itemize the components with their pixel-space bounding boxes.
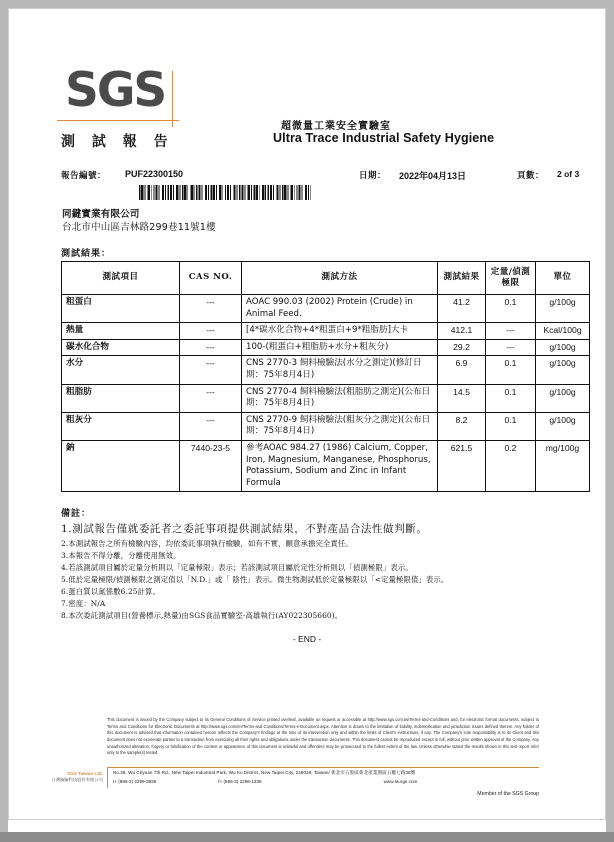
client-name: 同鍵實業有限公司 (62, 209, 140, 220)
cell-method: 參考AOAC 984.27 (1986) Calcium, Copper, Iron, Magnesium, Manganese, Phosphorus, Potassium, Sodium and Zinc in Infant Formula (242, 440, 438, 491)
cell-unit: mg/100g (536, 440, 590, 491)
table-row (62, 295, 590, 323)
results-table-body (62, 295, 590, 492)
end-marker: - END - (292, 634, 322, 644)
report-number-value: PUF22300150 (125, 169, 184, 179)
report-sheet (8, 8, 606, 820)
cell-method: 100-(粗蛋白+粗脂肪+水分+粗灰分) (242, 339, 438, 356)
notes-section (61, 506, 581, 622)
note-item: 4.若該測試項目屬於定量分析則以「定量極限」表示；若該測試項目屬於定性分析則以「偵測極限」表示。 (61, 562, 413, 572)
page-title: 測 試 報 告 (61, 134, 174, 150)
cell-item: 粗灰分 (62, 412, 180, 440)
table-row (62, 384, 590, 412)
notes-title: 備註： (61, 509, 92, 519)
table-row (62, 440, 590, 491)
sgs-logo: SGS (65, 63, 166, 118)
cell-limit: 0.1 (486, 295, 536, 323)
results-table (61, 261, 590, 492)
logo-vertical-rule (172, 71, 173, 127)
cell-result: 412.1 (438, 323, 486, 340)
footer-company-block (29, 771, 103, 783)
cell-method: CNS 2770-3 飼料檢驗法(水分之測定)(修訂日期：75年8月4日) (242, 356, 438, 384)
table-row (62, 356, 590, 384)
cell-limit: --- (486, 323, 536, 340)
report-date-label: 日期： (359, 171, 387, 181)
footer-vertical-divider (107, 768, 108, 788)
cell-unit: g/100g (536, 384, 590, 412)
cell-result: 621.5 (438, 440, 486, 491)
cell-method: [4*碳水化合物+4*粗蛋白+9*粗脂肪]大卡 (242, 323, 438, 340)
page-margin-left (0, 0, 8, 832)
footer-address: No.38, Wu Chyuan 7th Rd., New Taipei Industrial Park, Wu Ku District, New Taipei City, 248028, Taiwan/ 新北市五股區新北產業園區五權七路38號 (113, 770, 416, 775)
table-row (62, 339, 590, 356)
cell-method: AOAC 990.03 (2002) Protein (Crude) in Animal Feed. (242, 295, 438, 323)
col-header-method: 測試方法 (242, 262, 438, 295)
footer-website[interactable]: www.tw.sgs.com (383, 779, 418, 784)
cell-item: 水分 (62, 356, 180, 384)
cell-cas: --- (180, 295, 242, 323)
cell-cas: 7440-23-5 (180, 440, 242, 491)
footer-fax: f+ (886-2) 2298-1338 (218, 779, 262, 784)
cell-result: 8.2 (438, 412, 486, 440)
cell-unit: g/100g (536, 412, 590, 440)
report-number-label: 報告編號： (61, 171, 107, 181)
note-item: 2.本測試報告之所有檢驗內容，均依委託事項執行檢驗，如有不實，願意承擔完全責任。 (61, 538, 353, 548)
note-item: 5.低於定量極限/偵測極限之測定值以「N.D.」或「 陰性」表示。微生物測試低於定量極限以「<定量極限值」表示。 (61, 574, 449, 584)
cell-limit: 0.1 (486, 384, 536, 412)
col-header-cas: CAS NO. (180, 262, 242, 295)
col-header-result: 測試結果 (438, 262, 486, 295)
table-row (62, 412, 590, 440)
page-margin-bottom (0, 832, 614, 842)
cell-item: 粗脂肪 (62, 384, 180, 412)
cell-limit: 0.1 (486, 356, 536, 384)
lab-name-en: Ultra Trace Industrial Safety Hygiene (273, 131, 495, 145)
cell-item: 碳水化合物 (62, 339, 180, 356)
cell-method: CNS 2770-4 飼料檢驗法(粗脂肪之測定)(公布日期：75年8月4日) (242, 384, 438, 412)
footer-divider (107, 767, 539, 768)
note-item: 3.本報告不得分離，分離使用無效。 (61, 550, 181, 560)
cell-cas: --- (180, 412, 242, 440)
table-header-row (62, 262, 590, 295)
cell-cas: --- (180, 339, 242, 356)
table-row (62, 323, 590, 340)
cell-method: CNS 2770-9 飼料檢驗法(粗灰分之測定)(公布日期：75年8月4日) (242, 412, 438, 440)
cell-item: 熱量 (62, 323, 180, 340)
report-barcode (139, 185, 311, 200)
note-item: 1.測試報告僅就委託者之委託事項提供測試結果，不對產品合法性做判斷。 (61, 523, 428, 535)
footer-tel: t+ (886-2) 2299-3939 (113, 779, 157, 784)
note-item: 8.本次委託測試項目(營養標示,熱量)由SGS食品實驗室-高雄執行(AY022305660)。 (61, 610, 343, 620)
logo-horizontal-rule (57, 120, 179, 121)
cell-limit: 0.1 (486, 412, 536, 440)
lab-name-cn: 超微量工業安全實驗室 (281, 121, 391, 132)
legal-disclaimer: This document is issued by the Company subject to its General Conditions of Service printed overleaf, available on request or accessible at http://www.sgs.com.tw/Terms-and-Conditions and, for electronic format documents, subject to Terms and Conditions for Electronic Documents at http://www.sgs.com/en/Terms-and-Conditions/Terms-e-Document.aspx. Attention is drawn to the limitation of liability, indemnification and jurisdiction issues defined therein. Any holder of this document is advised that information contained hereon reflects the Company's findings at the time of its intervention only and within the limits of Client's instructions, if any. The Company's sole responsibility is to its Client and this document does not exonerate parties to a transaction from exercising all their rights and obligations under the transaction documents. This document cannot be reproduced except in full, without prior written approval of the Company. Any unauthorized alteration, forgery or falsification of the content or appearance of this document is unlawful and offenders may be prosecuted to the fullest extent of the law. Unless otherwise stated the results shown in this test report refer only to the sample(s) tested. (107, 717, 539, 756)
cell-result: 29.2 (438, 339, 486, 356)
cell-item: 鈉 (62, 440, 180, 491)
cell-cas: --- (180, 384, 242, 412)
report-header (9, 9, 605, 159)
page-margin-right (606, 0, 614, 832)
cell-limit: --- (486, 339, 536, 356)
cell-result: 41.2 (438, 295, 486, 323)
cell-result: 14.5 (438, 384, 486, 412)
col-header-unit: 單位 (536, 262, 590, 295)
cell-item: 粗蛋白 (62, 295, 180, 323)
cell-limit: 0.2 (486, 440, 536, 491)
report-date-value: 2022年04月13日 (399, 171, 467, 181)
footer-company-en: SGS Taiwan Ltd. (67, 771, 103, 776)
col-header-item: 測試項目 (62, 262, 180, 295)
results-section-label: 測試結果： (61, 249, 112, 259)
page-count-label: 頁數： (517, 171, 545, 181)
client-address: 台北市中山區吉林路299巷11號1樓 (62, 222, 216, 233)
cell-unit: g/100g (536, 356, 590, 384)
page-margin-top (0, 0, 614, 8)
footer-member-text: Member of the SGS Group (477, 791, 539, 797)
cell-unit: Kcal/100g (536, 323, 590, 340)
footer-contact (113, 779, 417, 784)
page-count-value: 2 of 3 (557, 169, 580, 179)
note-item: 6.蛋白質以氮係數6.25計算。 (61, 586, 161, 596)
cell-unit: g/100g (536, 295, 590, 323)
cell-cas: --- (180, 323, 242, 340)
cell-result: 6.9 (438, 356, 486, 384)
report-meta-row (9, 169, 605, 185)
note-item: 7.密度：N/A (61, 598, 106, 608)
cell-unit: g/100g (536, 339, 590, 356)
footer-company-cn: 台灣檢驗科技股份有限公司 (51, 777, 103, 782)
col-header-limit: 定量/偵測極限 (486, 262, 536, 295)
cell-cas: --- (180, 356, 242, 384)
